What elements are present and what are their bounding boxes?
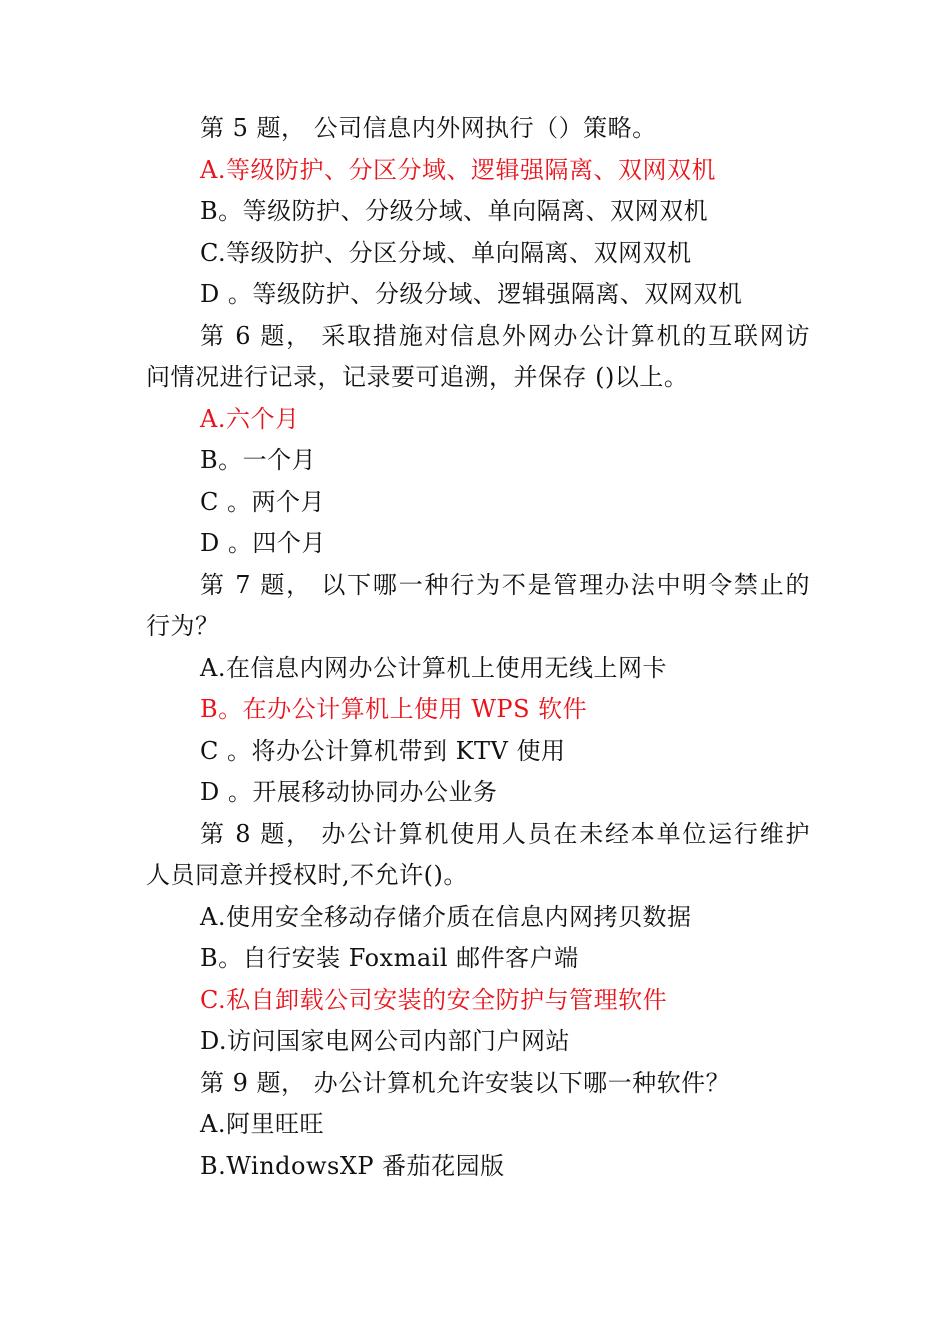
question-5-option-a: A.等级防护、分区分域、逻辑强隔离、双网双机	[200, 156, 716, 184]
question-8-option-b: B。自行安装 Foxmail 邮件客户端	[200, 944, 579, 972]
question-9-option-a: A.阿里旺旺	[200, 1110, 324, 1138]
question-5-option-c: C.等级防护、分区分域、单向隔离、双网双机	[200, 239, 692, 267]
question-8-option-a: A.使用安全移动存储介质在信息内网拷贝数据	[200, 903, 692, 931]
question-7-option-a: A.在信息内网办公计算机上使用无线上网卡	[200, 654, 667, 682]
question-8-header-line2: 人员同意并授权时,不允许()。	[146, 861, 468, 889]
question-7-option-b: B。在办公计算机上使用 WPS 软件	[200, 695, 588, 723]
question-6-option-c: C 。两个月	[200, 488, 325, 516]
question-8-option-c: C.私自卸载公司安装的安全防护与管理软件	[200, 986, 668, 1014]
question-7-option-d: D 。开展移动协同办公业务	[200, 778, 498, 806]
question-5-option-b: B。等级防护、分级分域、单向隔离、双网双机	[200, 197, 709, 225]
question-6-header-line2: 问情况进行记录，记录要可追溯，并保存 ()以上。	[146, 363, 689, 391]
question-9-header: 第 9 题， 办公计算机允许安装以下哪一种软件？	[200, 1069, 731, 1097]
question-8-option-d: D.访问国家电网公司内部门户网站	[200, 1027, 571, 1055]
question-6-header-line1: 第 6 题， 采取措施对信息外网办公计算机的互联网访	[200, 322, 810, 350]
question-5-option-d: D 。等级防护、分级分域、逻辑强隔离、双网双机	[200, 280, 743, 308]
question-5-header: 第 5 题， 公司信息内外网执行（）策略。	[200, 114, 657, 142]
question-9-option-b: B.WindowsXP 番茄花园版	[200, 1152, 505, 1180]
question-7-option-c: C 。将办公计算机带到 KTV 使用	[200, 737, 566, 765]
question-7-header-line1: 第 7 题， 以下哪一种行为不是管理办法中明令禁止的	[200, 571, 810, 599]
question-7-header-line2: 行为？	[146, 612, 220, 640]
question-6-option-b: B。一个月	[200, 446, 317, 474]
question-6-option-d: D 。四个月	[200, 529, 326, 557]
question-8-header-line1: 第 8 题， 办公计算机使用人员在未经本单位运行维护	[200, 820, 810, 848]
question-6-option-a: A.六个月	[200, 405, 300, 433]
